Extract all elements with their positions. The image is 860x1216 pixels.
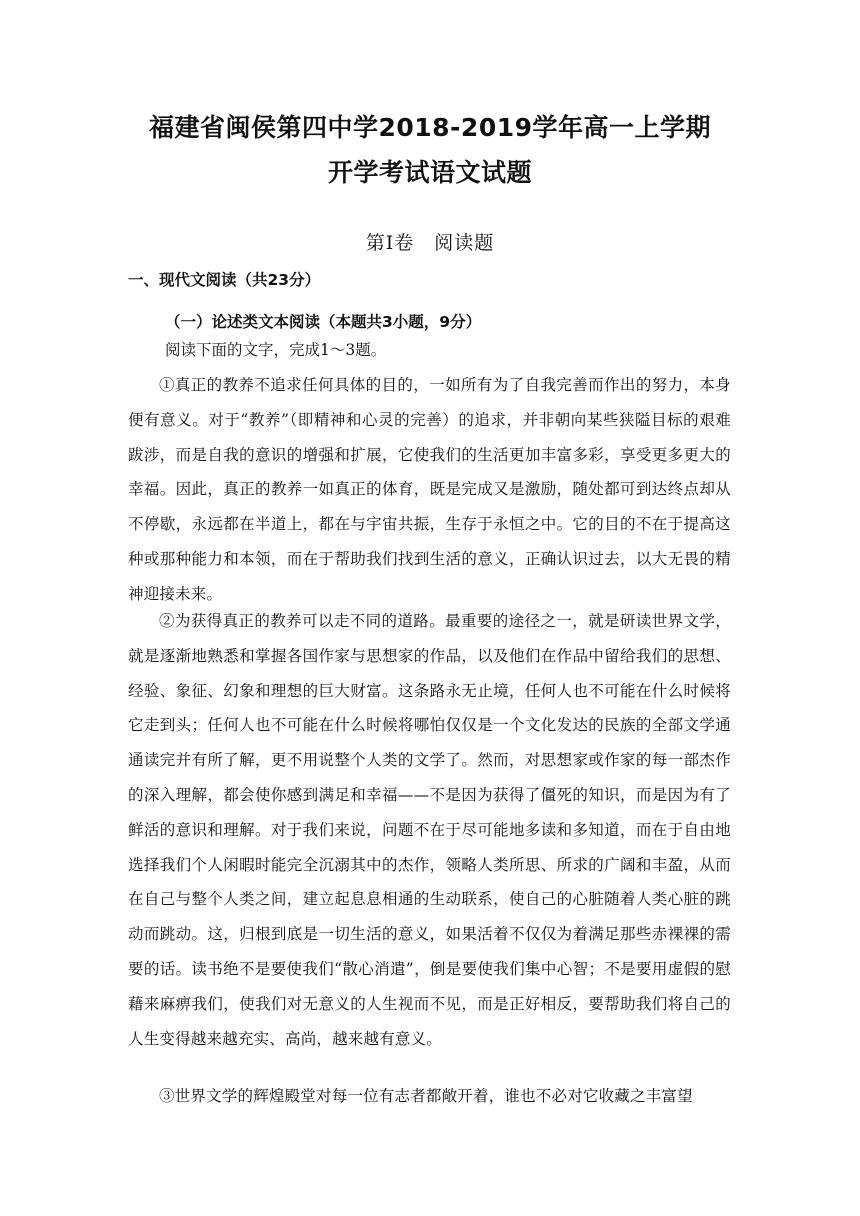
section-heading: 一、现代文阅读（共23分）: [128, 271, 321, 289]
volume-heading: 第Ⅰ卷 阅读题: [365, 232, 495, 254]
paragraph-3: ③世界文学的辉煌殿堂对每一位有志者都敞开着，谁也不必对它收藏之丰富望: [159, 1087, 693, 1105]
document-title-line-1: 福建省闽侯第四中学2018-2019学年高一上学期: [148, 113, 712, 142]
subsection-heading: （一）论述类文本阅读（本题共3小题，9分）: [165, 313, 482, 331]
paragraph-1: ①真正的教养不追求任何具体的目的，一如所有为了自我完善而作出的努力，本身便有意义。对于“教养”（即精神和心灵的完善）的追求，并非朝向某些狭隘目标的艰难跋涉，而是自我的意识的增强和扩展，它使我们的生活更加丰富多彩，享受更多更大的幸福。因此，真正的教养一如真正的体育，既是完成又是激励，随处都可到达终点却从不停歇，永远都在半道上，都在与宇宙共振，生存于永恒之中。它的目的不在于提高这种或那种能力和本领，而在于帮助我们找到生活的意义，正确认识过去，以大无畏的精神迎接未来。: [128, 376, 731, 603]
paragraph-2: ②为获得真正的教养可以走不同的道路。最重要的途径之一，就是研读世界文学，就是逐渐地熟悉和掌握各国作家与思想家的作品，以及他们在作品中留给我们的思想、经验、象征、幻象和理想的巨大财富。这条路永无止境，任何人也不可能在什么时候将它走到头；任何人也不可能在什么时候将哪怕仅仅是一个文化发达的民族的全部文学通通读完并有所了解，更不用说整个人类的文学了。然而，对思想家或作家的每一部杰作的深入理解，都会使你感到满足和幸福——不是因为获得了僵死的知识，而是因为有了鲜活的意识和理解。对于我们来说，问题不在于尽可能地多读和多知道，而在于自由地选择我们个人闲暇时能完全沉溺其中的杰作，领略人类所思、所求的广阔和丰盈，从而在自己与整个人类之间，建立起息息相通的生动联系，使自己的心脏随着人类心脏的跳动而跳动。这，归根到底是一切生活的意义，如果活着不仅仅为着满足那些赤裸裸的需要的话。读书绝不是要使我们“散心消遣”，倒是要使我们集中心智；不是要用虚假的慰藉来麻痹我们，使我们对无意义的人生视而不见，而是正好相反，要帮助我们将自己的人生变得越来越充实、高尚，越来越有意义。: [128, 612, 731, 1048]
reading-instruction: 阅读下面的文字，完成1～3题。: [165, 341, 387, 359]
document-title-line-2: 开学考试语文试题: [327, 158, 532, 187]
